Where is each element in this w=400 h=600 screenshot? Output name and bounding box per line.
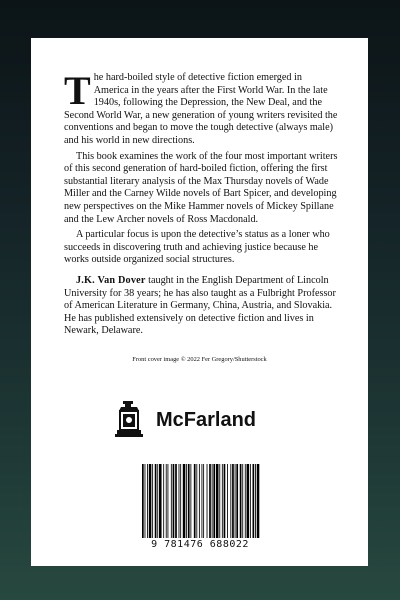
isbn-digits: 9 781476 688022 xyxy=(151,539,249,550)
publisher-name: McFarland xyxy=(156,409,257,431)
back-cover-panel xyxy=(31,38,368,566)
publisher-logo xyxy=(109,400,299,440)
drop-cap: T xyxy=(64,68,91,113)
author-bio-text: taught in the English Department of Lincoln University for 38 years; he has also taught as a Fulbright Professor of American Literature in Germany, China, Austria, and Slovakia. He has published extensively on detective fiction and lives in Newark, Delaware. xyxy=(64,274,336,337)
author-name: J.K. Van Dover xyxy=(76,274,146,286)
blurb xyxy=(64,68,338,341)
blurb-paragraph-1 xyxy=(64,68,338,148)
lantern-logo-icon xyxy=(109,400,153,440)
author-bio xyxy=(64,275,338,338)
blurb-paragraph-2: This book examines the work of the four most important writers of this second generation of hard-boiled fiction, offering the first substantial literary analysis of the Max Thursday novels of Wade Miller and the Carney Wilde novels of Bart Spicer, and developing new perspectives on the Mike Hammer novels of Mickey Spillane and the Lew Archer novels of Ross Macdonald. xyxy=(64,150,338,225)
blurb-paragraph-3: A particular focus is upon the detective’s status as a loner who succeeds in discovering truth and achieving justice because he works outside organized social structures. xyxy=(64,229,330,266)
isbn-barcode xyxy=(135,461,265,554)
blurb-paragraph-1-text: he hard-boiled style of detective fiction emerged in America in the years after the First World War. In the late 1940s, following the Depression, the New Deal, and the Second World War, a new generation of young writers revisited the conventions and began to move the tough detective (always male) and his world in new directions. xyxy=(64,72,338,146)
barcode-bars xyxy=(140,464,260,538)
image-credit: Front cover image © 2022 Fer Gregory/Shutterstock xyxy=(132,356,267,363)
